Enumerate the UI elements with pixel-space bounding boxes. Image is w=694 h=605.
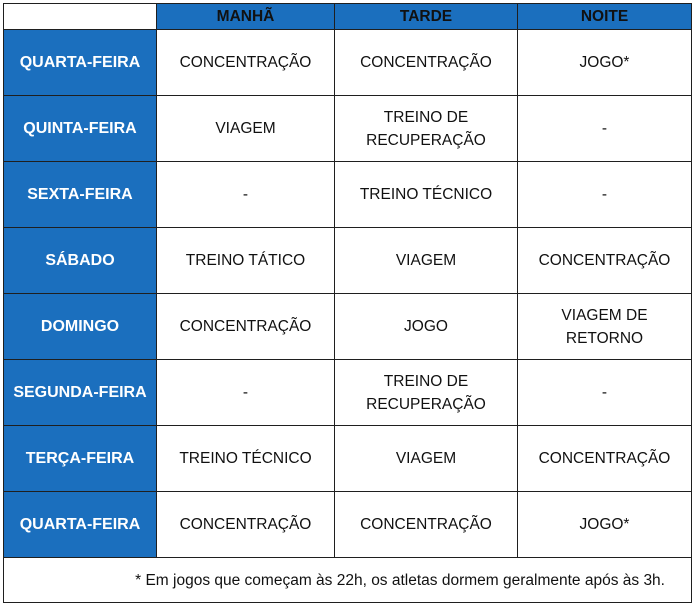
day-label: SÁBADO xyxy=(4,228,157,294)
column-header-afternoon: TARDE xyxy=(335,4,518,30)
morning-cell: VIAGEM xyxy=(157,96,335,162)
night-cell: CONCENTRAÇÃO xyxy=(518,228,692,294)
day-label: DOMINGO xyxy=(4,294,157,360)
morning-cell: CONCENTRAÇÃO xyxy=(157,294,335,360)
afternoon-cell: CONCENTRAÇÃO xyxy=(335,492,518,558)
schedule-sheet xyxy=(3,3,691,599)
morning-cell: - xyxy=(157,360,335,426)
header-row xyxy=(4,4,692,30)
column-header-night: NOITE xyxy=(518,4,692,30)
table-row xyxy=(4,360,692,426)
weekly-schedule-table xyxy=(3,3,692,603)
header-corner-cell xyxy=(4,4,157,30)
night-cell: - xyxy=(518,96,692,162)
column-header-morning: MANHÃ xyxy=(157,4,335,30)
table-row xyxy=(4,162,692,228)
day-label: SEGUNDA-FEIRA xyxy=(4,360,157,426)
morning-cell: TREINO TÁTICO xyxy=(157,228,335,294)
day-label: SEXTA-FEIRA xyxy=(4,162,157,228)
table-row xyxy=(4,96,692,162)
table-row xyxy=(4,294,692,360)
afternoon-cell: TREINO TÉCNICO xyxy=(335,162,518,228)
table-row xyxy=(4,492,692,558)
day-label: QUARTA-FEIRA xyxy=(4,30,157,96)
day-label: QUARTA-FEIRA xyxy=(4,492,157,558)
day-label: QUINTA-FEIRA xyxy=(4,96,157,162)
afternoon-cell: TREINO DE RECUPERAÇÃO xyxy=(335,360,518,426)
afternoon-cell: TREINO DE RECUPERAÇÃO xyxy=(335,96,518,162)
footnote: * Em jogos que começam às 22h, os atletas dormem geralmente após às 3h. xyxy=(4,558,692,603)
morning-cell: - xyxy=(157,162,335,228)
night-cell: - xyxy=(518,360,692,426)
afternoon-cell: JOGO xyxy=(335,294,518,360)
night-cell: CONCENTRAÇÃO xyxy=(518,426,692,492)
night-cell: JOGO* xyxy=(518,30,692,96)
afternoon-cell: CONCENTRAÇÃO xyxy=(335,30,518,96)
morning-cell: CONCENTRAÇÃO xyxy=(157,30,335,96)
footnote-row xyxy=(4,558,692,603)
night-cell: JOGO* xyxy=(518,492,692,558)
afternoon-cell: VIAGEM xyxy=(335,426,518,492)
afternoon-cell: VIAGEM xyxy=(335,228,518,294)
night-cell: VIAGEM DE RETORNO xyxy=(518,294,692,360)
table-row xyxy=(4,30,692,96)
morning-cell: CONCENTRAÇÃO xyxy=(157,492,335,558)
day-label: TERÇA-FEIRA xyxy=(4,426,157,492)
morning-cell: TREINO TÉCNICO xyxy=(157,426,335,492)
table-row xyxy=(4,228,692,294)
table-row xyxy=(4,426,692,492)
night-cell: - xyxy=(518,162,692,228)
